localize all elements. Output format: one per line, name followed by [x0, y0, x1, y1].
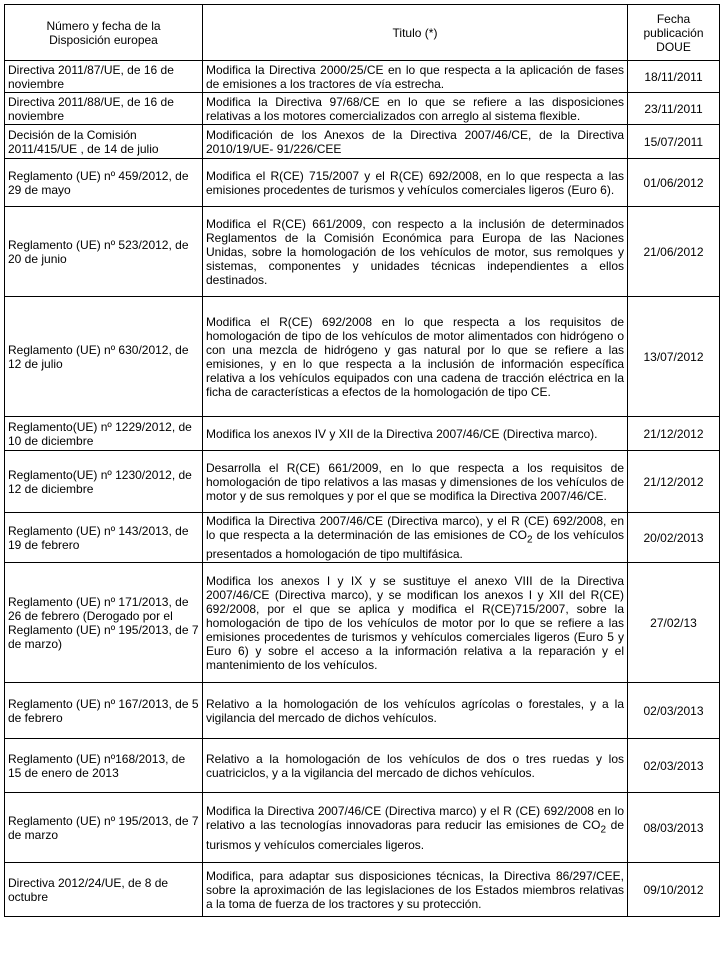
table-row — [5, 93, 720, 125]
titulo-cell: Modifica, para adaptar sus disposiciones técnicas, la Directiva 86/297/CEE, sobre la aproximación de las legislaciones de los Estados miembros relativas a la toma de fuerza de los tractores y su protección. — [203, 863, 628, 917]
header-fecha: Fecha publicación DOUE — [628, 5, 720, 61]
fecha-cell: 09/10/2012 — [628, 863, 720, 917]
header-titulo: Titulo (*) — [203, 5, 628, 61]
fecha-cell: 18/11/2011 — [628, 61, 720, 93]
table-row — [5, 61, 720, 93]
table-row — [5, 417, 720, 451]
subscript-2: 2 — [527, 534, 533, 546]
titulo-text: de turismos y vehículos comerciales ligeros. — [206, 818, 625, 852]
fecha-cell: 02/03/2013 — [628, 739, 720, 793]
disposicion-cell: Directiva 2011/87/UE, de 16 de noviembre — [5, 61, 203, 93]
disposicion-cell: Reglamento (UE) nº 630/2012, de 12 de julio — [5, 297, 203, 417]
disposicion-cell: Reglamento (UE) nº 523/2012, de 20 de junio — [5, 207, 203, 297]
disposicion-cell: Reglamento(UE) nº 1229/2012, de 10 de diciembre — [5, 417, 203, 451]
disposicion-cell: Reglamento (UE) nº168/2013, de 15 de enero de 2013 — [5, 739, 203, 793]
table-row — [5, 125, 720, 159]
titulo-cell: Modifica el R(CE) 715/2007 y el R(CE) 692/2008, en lo que respecta a las emisiones procedentes de turismos y vehículos comerciales ligeros (Euro 6). — [203, 159, 628, 207]
titulo-cell: Modifica la Directiva 2000/25/CE en lo que respecta a la aplicación de fases de emisiones a los tractores de vía estrecha. — [203, 61, 628, 93]
disposicion-cell: Decisión de la Comisión 2011/415/UE , de 14 de julio — [5, 125, 203, 159]
fecha-cell: 15/07/2011 — [628, 125, 720, 159]
disposicion-cell: Directiva 2012/24/UE, de 8 de octubre — [5, 863, 203, 917]
titulo-cell: Modifica los anexos I y IX y se sustituye el anexo VIII de la Directiva 2007/46/CE (Directiva marco), y se modifican los anexos I y XII del R(CE) 692/2008, por el que se aplica y modifica el R(CE)715/2007, sobre la homologación de tipo de los vehículos de motor por lo que se refiere a las emisiones procedentes de turismos y vehículos comerciales ligeros (Euro 5 y Euro 6) y sobre el acceso a la información relativa a la reparación y el mantenimiento de los vehículos. — [203, 563, 628, 683]
fecha-cell: 02/03/2013 — [628, 683, 720, 739]
disposicion-cell: Reglamento (UE) nº 459/2012, de 29 de mayo — [5, 159, 203, 207]
table-row — [5, 159, 720, 207]
titulo-cell: Modifica el R(CE) 692/2008 en lo que respecta a los requisitos de homologación de tipo de los vehículos de motor alimentados con hidrógeno o con una mezcla de hidrógeno y gas natural por lo que se refiere a las emisiones, y en lo que respecta a la inclusión de información específica relativa a los vehículos equipados con una cadena de tracción eléctrica en la ficha de características a efectos de la homologación de tipo CE. — [203, 297, 628, 417]
fecha-cell: 01/06/2012 — [628, 159, 720, 207]
disposicion-cell: Reglamento (UE) nº 167/2013, de 5 de febrero — [5, 683, 203, 739]
fecha-cell: 08/03/2013 — [628, 793, 720, 863]
table-row — [5, 451, 720, 513]
table-row — [5, 863, 720, 917]
table-header-row — [5, 5, 720, 61]
titulo-text: de los vehículos presentados a homologación de tipo multifásica. — [206, 528, 624, 562]
fecha-cell: 20/02/2013 — [628, 513, 720, 563]
titulo-cell: Modifica el R(CE) 661/2009, con respecto a la inclusión de determinados Reglamentos de la Comisión Económica para Europa de las Naciones Unidas, sobre la homologación de los vehículos de motor, sus remolques y sistemas, componentes y unidades técnicas independientes a ellos destinados. — [203, 207, 628, 297]
subscript-2: 2 — [600, 824, 607, 836]
titulo-cell: Desarrolla el R(CE) 661/2009, en lo que respecta a los requisitos de homologación de tipo relativos a las masas y dimensiones de los vehículos de motor y de sus remolques y por el que se modifica la Directiva 2007/46/CE. — [203, 451, 628, 513]
disposicion-cell: Reglamento (UE) nº 171/2013, de 26 de febrero (Derogado por el Reglamento (UE) nº 195/2013, de 7 de marzo) — [5, 563, 203, 683]
table-row — [5, 563, 720, 683]
titulo-cell — [203, 513, 628, 563]
disposicion-cell: Reglamento (UE) nº 143/2013, de 19 de febrero — [5, 513, 203, 563]
regulations-table — [4, 4, 720, 917]
fecha-cell: 21/06/2012 — [628, 207, 720, 297]
fecha-cell: 13/07/2012 — [628, 297, 720, 417]
fecha-cell: 21/12/2012 — [628, 451, 720, 513]
titulo-cell: Relativo a la homologación de los vehículos agrícolas o forestales, y a la vigilancia del mercado de dichos vehículos. — [203, 683, 628, 739]
fecha-cell: 21/12/2012 — [628, 417, 720, 451]
table-row — [5, 297, 720, 417]
titulo-cell — [203, 793, 628, 863]
table-row — [5, 793, 720, 863]
fecha-cell: 23/11/2011 — [628, 93, 720, 125]
titulo-cell: Modifica los anexos IV y XII de la Directiva 2007/46/CE (Directiva marco). — [203, 417, 628, 451]
table-row — [5, 207, 720, 297]
titulo-cell: Modificación de los Anexos de la Directiva 2007/46/CE, de la Directiva 2010/19/UE- 91/226/CEE — [203, 125, 628, 159]
table-row — [5, 513, 720, 563]
titulo-text: Modifica la Directiva 2007/46/CE (Directiva marco) y el R (CE) 692/2008 en lo relativo a las tecnologías innovadoras para reducir las emisiones de CO — [206, 804, 624, 833]
fecha-cell: 27/02/13 — [628, 563, 720, 683]
titulo-cell: Relativo a la homologación de los vehículos de dos o tres ruedas y los cuatriciclos, y a la vigilancia del mercado de dichos vehículos. — [203, 739, 628, 793]
disposicion-cell: Reglamento (UE) nº 195/2013, de 7 de marzo — [5, 793, 203, 863]
titulo-cell: Modifica la Directiva 97/68/CE en lo que se refiere a las disposiciones relativas a los motores comercializados con arreglo al sistema flexible. — [203, 93, 628, 125]
table-row — [5, 739, 720, 793]
disposicion-cell: Reglamento(UE) nº 1230/2012, de 12 de diciembre — [5, 451, 203, 513]
document-page — [4, 4, 720, 917]
table-row — [5, 683, 720, 739]
disposicion-cell: Directiva 2011/88/UE, de 16 de noviembre — [5, 93, 203, 125]
header-disposicion: Número y fecha de la Disposición europea — [5, 5, 203, 61]
titulo-text: Modifica la Directiva 2007/46/CE (Directiva marco), y el R (CE) 692/2008, en lo que respecta a la determinación de las emisiones de CO — [206, 514, 624, 542]
